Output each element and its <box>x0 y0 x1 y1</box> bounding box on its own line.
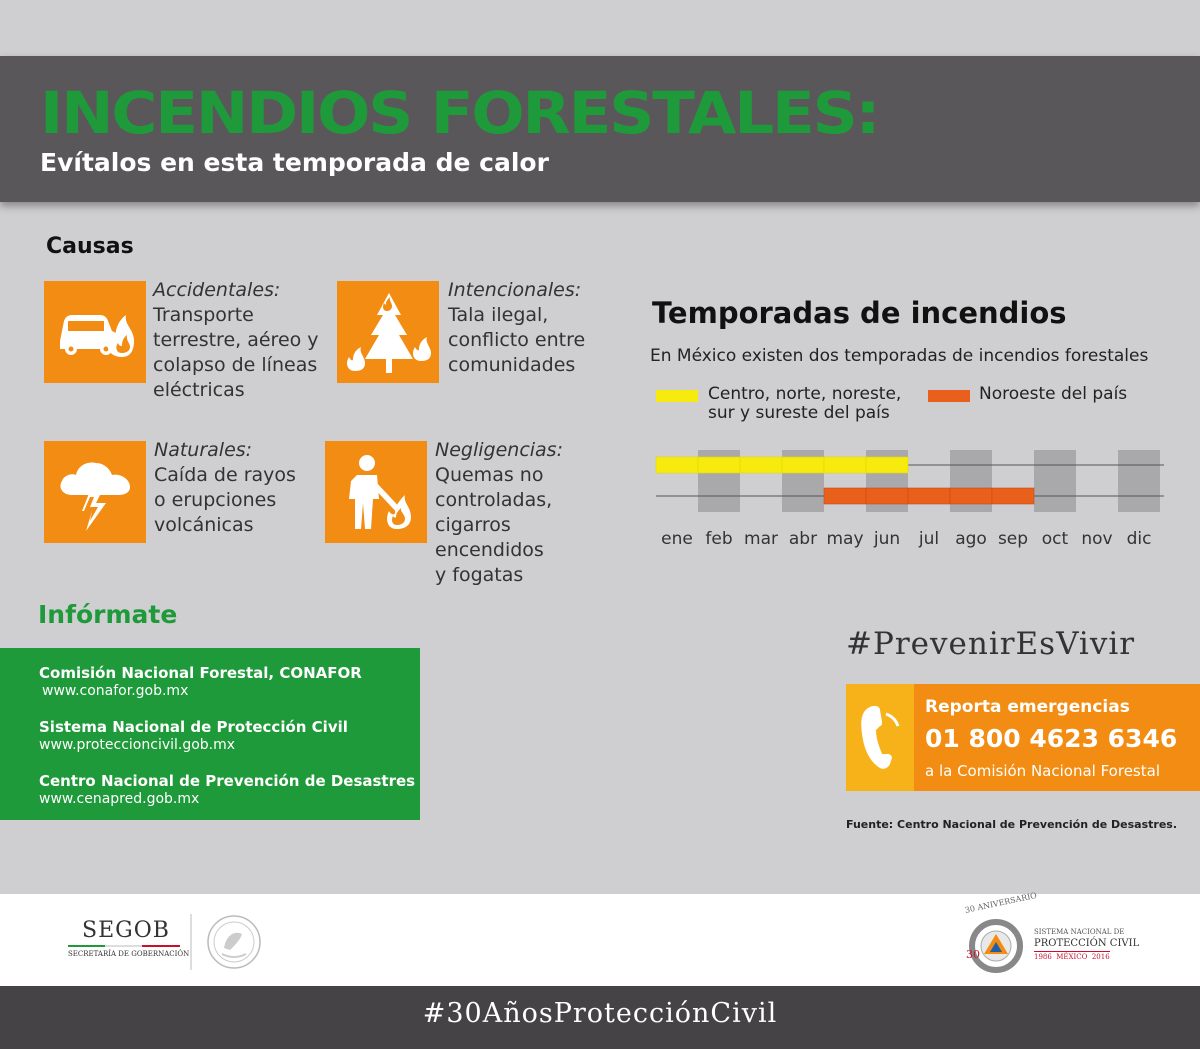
month-label-ago: ago <box>955 529 987 549</box>
svg-text:30: 30 <box>966 948 980 961</box>
pc-line1: SISTEMA NACIONAL DE <box>1034 928 1125 936</box>
legend-label-central: Centro, norte, noreste, sur y sureste del país <box>708 384 902 423</box>
month-column-oct <box>1034 450 1076 512</box>
report-label: Reporta emergencias <box>925 697 1130 717</box>
month-column-dic <box>1118 450 1160 512</box>
cause-intencionales <box>448 278 585 378</box>
mexico-seal-icon <box>190 910 270 978</box>
cause-title: Negligencias: <box>435 439 563 461</box>
month-label-jun: jun <box>873 529 901 549</box>
month-label-ene: ene <box>661 529 693 549</box>
month-label-feb: feb <box>705 529 733 549</box>
phone-icon <box>846 684 914 791</box>
pc-line2: PROTECCIÓN CIVIL <box>1034 938 1140 949</box>
info-box <box>0 648 420 820</box>
info-url-conafor[interactable]: www.conafor.gob.mx <box>42 683 189 699</box>
season-bar-1-mar <box>740 457 782 473</box>
cause-title: Intencionales: <box>448 279 582 301</box>
main-title: INCENDIOS FORESTALES: <box>40 79 879 147</box>
season-bar-2-sep <box>992 488 1034 504</box>
legend-swatch-yellow <box>656 390 698 402</box>
info-name-conafor: Comisión Nacional Forestal, CONAFOR <box>39 664 362 682</box>
proteccion-civil-logo <box>958 906 1038 980</box>
month-label-dic: dic <box>1126 529 1152 549</box>
subtitle: Evítalos en esta temporada de calor <box>40 148 549 177</box>
tree-fire-icon <box>337 281 439 383</box>
cause-naturales <box>154 438 296 538</box>
hashtag-30-anos: #30AñosProtecciónCivil <box>422 998 778 1029</box>
hashtag-prevenir: #PrevenirEsVivir <box>846 626 1136 662</box>
segob-name: SEGOB <box>82 918 170 943</box>
info-name-proteccion-civil: Sistema Nacional de Protección Civil <box>39 718 348 736</box>
pc-anniversary: 30 ANIVERSARIO <box>964 890 1038 915</box>
season-bar-1-feb <box>698 457 740 473</box>
legend-label-noroeste: Noroeste del país <box>979 384 1128 404</box>
person-fire-icon <box>325 441 427 543</box>
cause-description: Transporte terrestre, aéreo y colapso de líneas eléctricas <box>153 304 319 401</box>
season-bar-1-ene <box>656 457 698 473</box>
seasons-title: Temporadas de incendios <box>652 296 1067 330</box>
segob-subtitle: SECRETARÍA DE GOBERNACIÓN <box>68 950 190 958</box>
season-bar-1-abr <box>782 457 824 473</box>
info-name-cenapred: Centro Nacional de Prevención de Desastres <box>39 772 416 790</box>
month-label-mar: mar <box>744 529 778 549</box>
seasons-description: En México existen dos temporadas de incendios forestales <box>650 346 1149 366</box>
source-note: Fuente: Centro Nacional de Prevención de Desastres. <box>846 818 1178 831</box>
causes-title: Causas <box>46 234 134 259</box>
month-label-nov: nov <box>1081 529 1113 549</box>
segob-flag-line <box>68 945 180 947</box>
pc-line3: 1986 MÉXICO 2016 <box>1034 953 1110 961</box>
car-fire-icon <box>44 281 146 383</box>
season-bar-2-ago <box>950 488 992 504</box>
cause-negligencias <box>435 438 563 588</box>
season-bar-2-may <box>824 488 866 504</box>
cause-title: Naturales: <box>154 439 253 461</box>
cause-accidentales <box>153 278 319 403</box>
report-phone[interactable]: 01 800 4623 6346 <box>925 724 1178 753</box>
info-url-proteccion-civil[interactable]: www.proteccioncivil.gob.mx <box>39 737 236 753</box>
informate-title: Infórmate <box>38 600 178 629</box>
cause-description: Tala ilegal, conflicto entre comunidades <box>448 304 586 376</box>
month-label-oct: oct <box>1041 529 1069 549</box>
cause-description: Caída de rayos o erupciones volcánicas <box>154 464 296 536</box>
month-label-may: may <box>826 529 864 549</box>
season-bar-2-jul <box>908 488 950 504</box>
season-bar-2-jun <box>866 488 908 504</box>
month-label-abr: abr <box>788 529 818 549</box>
season-chart <box>640 440 1180 560</box>
legend-swatch-orange <box>928 390 970 402</box>
cause-description: Quemas no controladas, cigarros encendidos y fogatas <box>435 464 553 586</box>
month-label-jul: jul <box>918 529 940 549</box>
info-url-cenapred[interactable]: www.cenapred.gob.mx <box>39 791 200 807</box>
storm-lightning-icon <box>44 441 146 543</box>
month-label-sep: sep <box>997 529 1029 549</box>
cause-title: Accidentales: <box>153 279 281 301</box>
season-bar-1-may <box>824 457 866 473</box>
season-bar-1-jun <box>866 457 908 473</box>
report-sub: a la Comisión Nacional Forestal <box>925 762 1160 780</box>
